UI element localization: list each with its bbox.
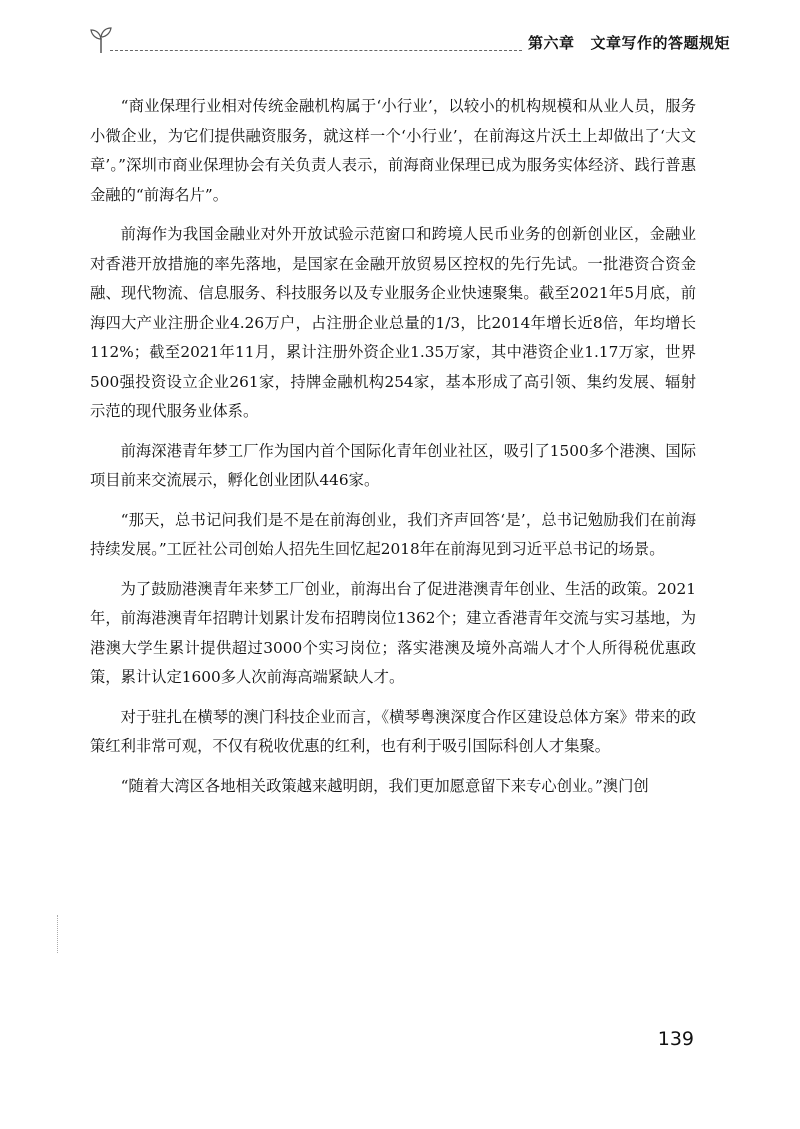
paragraph: 对于驻扎在横琴的澳门科技企业而言，《横琴粤澳深度合作区建设总体方案》带来的政策红利非常可观，不仅有税收优惠的红利，也有利于吸引国际科创人才集聚。 [90,707,696,755]
paragraph: “那天，总书记问我们是不是在前海创业，我们齐声回答‘是’，总书记勉励我们在前海持续发展。”工匠社公司创始人招先生回忆起2018年在前海见到习近平总书记的场景。 [90,510,696,558]
paragraph: 为了鼓励港澳青年来梦工厂创业，前海出台了促进港澳青年创业、生活的政策。2021年，前海港澳青年招聘计划累计发布招聘岗位1362个；建立香港青年交流与实习基地，为港澳大学生累计提供超过3000个实习岗位；落实港澳及境外高端人才个人所得税优惠政策，累计认定1600多人次前海高端紧缺人才。 [90,579,696,686]
header-rule [110,50,522,51]
page-number: 139 [657,1028,694,1050]
chapter-title: 文章写作的答题规矩 [590,34,730,52]
paragraph: 前海作为我国金融业对外开放试验示范窗口和跨境人民币业务的创新创业区，金融业对香港开放措施的率先落地，是国家在金融开放贸易区控权的先行先试。一批港资合资金融、现代物流、信息服务、科技服务以及专业服务企业快速聚集。截至2021年5月底，前海四大产业注册企业4.26万户，占注册企业总量的1/3，比2014年增长近8倍，年均增长112%；截至2021年11月，累计注册外资企业1.35万家，其中港资企业1.17万家，世界500强投资设立企业261家，持牌金融机构254家，基本形成了高引领、集约发展、辐射示范的现代服务业体系。 [90,225,696,420]
paragraph: “商业保理行业相对传统金融机构属于‘小行业’，以较小的机构规模和从业人员，服务小微企业，为它们提供融资服务，就这样一个‘小行业’，在前海这片沃土上却做出了‘大文章’。”深圳市商业保理协会有关负责人表示，前海商业保理已成为服务实体经济、践行普惠金融的“前海名片”。 [90,97,696,204]
paragraph: “随着大湾区各地相关政策越来越明朗，我们更加愿意留下来专心创业。”澳门创 [120,776,649,795]
chapter-number: 第六章 [527,34,575,52]
running-header [88,26,730,56]
body-text [90,92,696,811]
margin-mark [57,915,59,953]
paragraph: 前海深港青年梦工厂作为国内首个国际化青年创业社区，吸引了1500多个港澳、国际项目前来交流展示，孵化创业团队446家。 [90,441,696,489]
sprout-icon [88,26,114,58]
chapter-heading [528,32,730,53]
